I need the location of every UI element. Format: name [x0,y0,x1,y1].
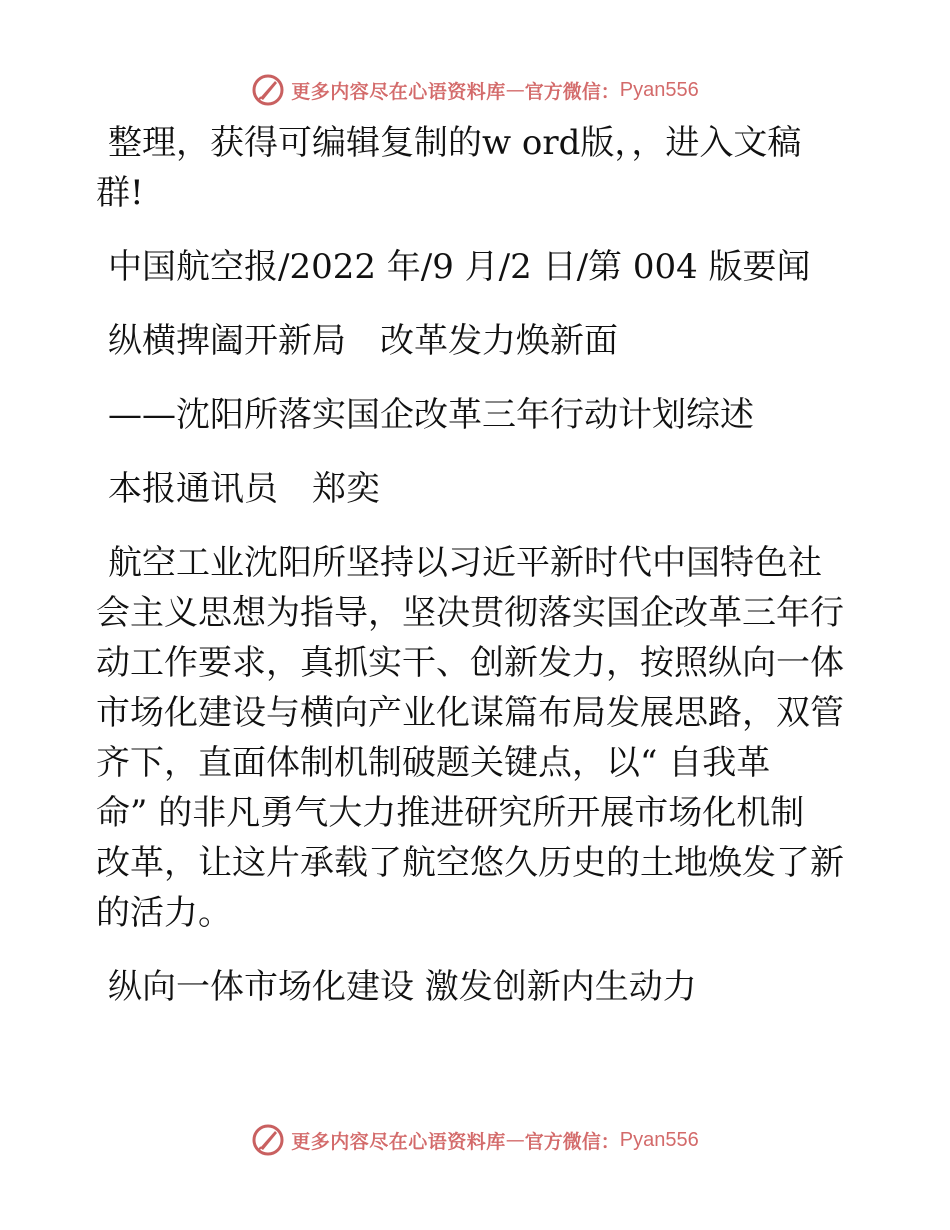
body-line: 航空工业沈阳所坚持以习近平新时代中国特色社 [108,543,822,583]
quill-logo-icon [251,73,285,107]
intro-line-1: 整理，获得可编辑复制的w ord版，，进入文稿 [108,123,802,163]
body-line: 会主义思想为指导，坚决贯彻落实国企改革三年行 [96,593,844,633]
body-line: 命” 的非凡勇气大力推进研究所开展市场化机制 [96,793,805,833]
banner-official-label: 官方微信： [524,80,620,103]
intro-line-2: 群! [96,173,144,213]
subtitle: ——沈阳所落实国企改革三年行动计划综述 [108,395,754,435]
body-line: 市场化建设与横向产业化谋篇布局发展思路，双管 [96,693,844,733]
body-line: 的活力。 [96,893,232,933]
watermark-banner-top [0,70,950,110]
byline: 本报通讯员 郑奕 [108,469,380,509]
body-line: 动工作要求，真抓实干、创新发力，按照纵向一体 [96,643,844,683]
banner-dash: — [505,79,525,101]
banner-wechat-id: Pyan556 [619,78,699,101]
body-line: 齐下，直面体制机制破题关键点，以“ 自我革 [96,743,771,783]
banner-wechat-id: Pyan556 [619,1128,699,1151]
headline: 纵横捭阖开新局 改革发力焕新面 [108,321,618,361]
quill-logo-icon [251,1123,285,1157]
watermark-banner-bottom [0,1120,950,1160]
body-line: 改革，让这片承载了航空悠久历史的土地焕发了新 [96,843,844,883]
banner-site-name: 更多内容尽在心语资料库 [291,80,506,103]
document-content [96,118,856,1012]
banner-site-name: 更多内容尽在心语资料库 [291,1130,506,1153]
banner-dash: — [505,1129,525,1151]
banner-official-label: 官方微信： [524,1130,620,1153]
source-line: 中国航空报/2022 年/9 月/2 日/第 004 版要闻 [108,247,811,287]
section-heading: 纵向一体市场化建设 激发创新内生动力 [108,967,697,1007]
